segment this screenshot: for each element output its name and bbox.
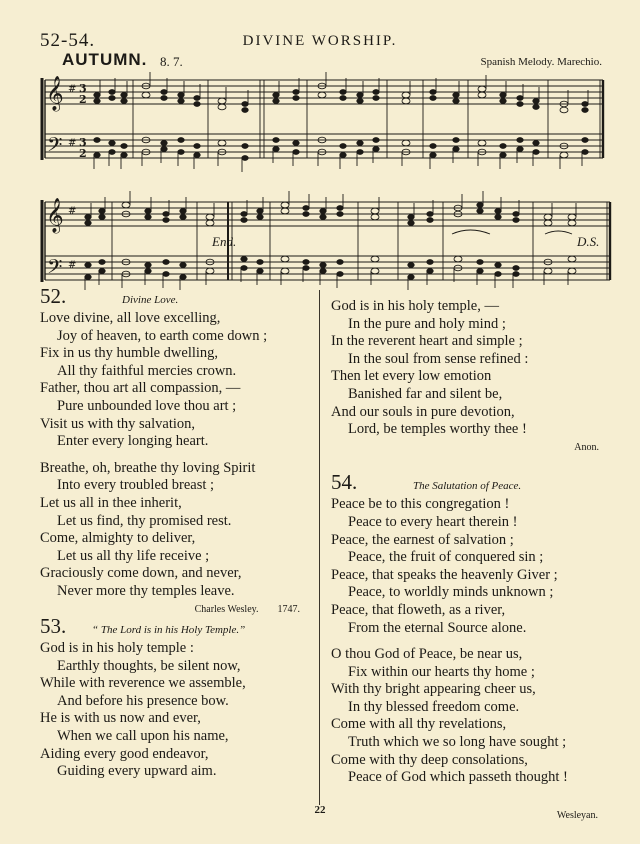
right-column: [331, 298, 611, 787]
music-score: [0, 68, 640, 290]
svg-text:#: #: [68, 260, 77, 271]
verse-line: Peace be to this congregation !: [331, 496, 510, 513]
verse-line: Pure unbounded love thou art ;: [57, 397, 237, 414]
verse-line: Peace, the fruit of conquered sin ;: [348, 549, 544, 566]
verse-line: Fix in us thy humble dwelling,: [40, 345, 219, 362]
verse-line: Come with all thy revelations,: [331, 716, 507, 733]
hymn-title: Divine Love.: [122, 294, 179, 306]
svg-text:#: #: [68, 84, 77, 95]
verse-line: Peace of God which passeth thought !: [348, 769, 568, 786]
hymn-53-author: Anon.: [574, 441, 599, 453]
verse-line: O thou God of Peace, be near us,: [331, 646, 523, 663]
meter: 8. 7.: [160, 54, 183, 69]
svg-text:#: #: [68, 206, 77, 217]
verse-line: Banished far and silent be,: [348, 385, 503, 402]
verse-line: Peace, to worldly minds unknown ;: [348, 584, 554, 601]
verse-line: Visit us with thy salvation,: [40, 415, 196, 432]
author: Charles Wesley.: [194, 603, 259, 615]
verse-line: Truth which we so long have sought ;: [348, 734, 567, 751]
verse-line: When we call upon his name,: [57, 728, 229, 745]
year: 1747.: [277, 603, 300, 615]
verse-line: Earthly thoughts, be silent now,: [57, 657, 241, 674]
verse-line: Let us all thy life receive ;: [57, 547, 210, 564]
svg-text:3: 3: [79, 136, 87, 149]
verse-line: Love divine, all love excelling,: [40, 310, 221, 326]
svg-text:𝄢: 𝄢: [47, 255, 63, 283]
verse-line: Fix within our hearts thy home ;: [348, 663, 535, 680]
composer: Spanish Melody. Marechio.: [480, 56, 602, 68]
verse-line: Father, thou art all compassion, —: [40, 380, 241, 397]
verse-line: In the pure and holy mind ;: [348, 315, 506, 332]
hymn-52-stanza-2: [40, 460, 300, 601]
column-divider: [319, 290, 320, 805]
verse-line: Breathe, oh, breathe thy loving Spirit: [40, 459, 256, 476]
hymn-54-stanza-1: [331, 496, 611, 637]
verse-line: In the reverent heart and simple ;: [331, 333, 523, 350]
verse-line: While with reverence we assemble,: [40, 675, 246, 692]
verse-line: Peace, that floweth, as a river,: [331, 601, 506, 618]
hymn-53-stanza-1: [40, 640, 300, 781]
hymn-54-heading: [331, 470, 611, 496]
score-system-2-notes: [85, 191, 576, 290]
left-column: [40, 284, 300, 781]
verse-line: From the eternal Source alone.: [348, 619, 527, 636]
hymn-52-stanza-1: [40, 310, 300, 451]
verse-line: Aiding every good endeavor,: [40, 745, 209, 762]
hymn-title: “ The Lord is in his Holy Temple.”: [92, 624, 246, 637]
verse-line: Peace, that speaks the heavenly Giver ;: [331, 566, 558, 583]
verse-line: God is in his holy temple :: [40, 640, 194, 657]
hymn-number: 53.: [40, 614, 67, 639]
verse-line: God is in his holy temple, —: [331, 298, 499, 314]
verse-line: In thy blessed freedom come.: [348, 698, 520, 715]
verse-line: In the soul from sense refined :: [348, 350, 529, 367]
verse-line: Let us find, thy promised rest.: [57, 512, 232, 529]
verse-line: Guiding every upward aim.: [57, 763, 217, 780]
hymn-54-author: Wesleyan.: [556, 810, 598, 821]
verse-line: Enter every longing heart.: [57, 433, 209, 450]
verse-line: Let us all in thee inherit,: [40, 494, 182, 511]
verse-line: Into every troubled breast ;: [57, 477, 215, 494]
hymn-number: 54.: [331, 470, 358, 495]
verse-line: Peace to every heart therein !: [348, 513, 518, 530]
verse-line: Then let every low emotion: [331, 368, 492, 385]
ds-mark: D.S.: [577, 234, 600, 249]
score-system-1-notes: [94, 72, 588, 172]
verse-line: All thy faithful mercies crown.: [57, 362, 237, 379]
running-title: DIVINE WORSHIP.: [242, 33, 398, 49]
hymn-53-stanza-2: [331, 298, 611, 439]
verse-line: Never more thy temples leave.: [57, 582, 235, 599]
svg-text:𝄞: 𝄞: [46, 198, 64, 233]
hymn-52-attribution: [40, 601, 300, 619]
hymn-52-heading: [40, 284, 300, 310]
hymn-title: The Salutation of Peace.: [413, 480, 522, 493]
svg-text:3: 3: [79, 82, 87, 95]
verse-line: Graciously come down, and never,: [40, 565, 242, 582]
verse-line: And our souls in pure devotion,: [331, 403, 515, 420]
verse-line: With thy bright appearing cheer us,: [331, 681, 536, 698]
page-hymn-range: 52-54.: [40, 30, 96, 51]
hymn-number: 52.: [40, 284, 67, 308]
svg-text:2: 2: [79, 93, 87, 106]
hymn-54-stanza-2: [331, 646, 611, 787]
verse-line: And before his presence bow.: [57, 692, 229, 709]
page-number: 22: [314, 804, 326, 816]
verse-line: Joy of heaven, to earth come down ;: [57, 327, 268, 344]
treble-clef-icon: 𝄞: [46, 76, 64, 111]
bass-clef-icon: 𝄢: [47, 133, 63, 161]
verse-line: Lord, be temples worthy thee !: [348, 421, 527, 438]
hymn-53-heading: [40, 614, 300, 640]
verse-line: Come, almighty to deliver,: [40, 530, 196, 547]
verse-line: He is with us now and ever,: [40, 710, 201, 727]
svg-text:#: #: [68, 138, 77, 149]
svg-text:2: 2: [79, 147, 87, 160]
verse-line: Come with thy deep consolations,: [331, 751, 528, 768]
end-mark: End.: [212, 234, 237, 249]
tune-name: AUTUMN.: [62, 50, 148, 69]
verse-line: Peace, the earnest of salvation ;: [331, 531, 514, 548]
